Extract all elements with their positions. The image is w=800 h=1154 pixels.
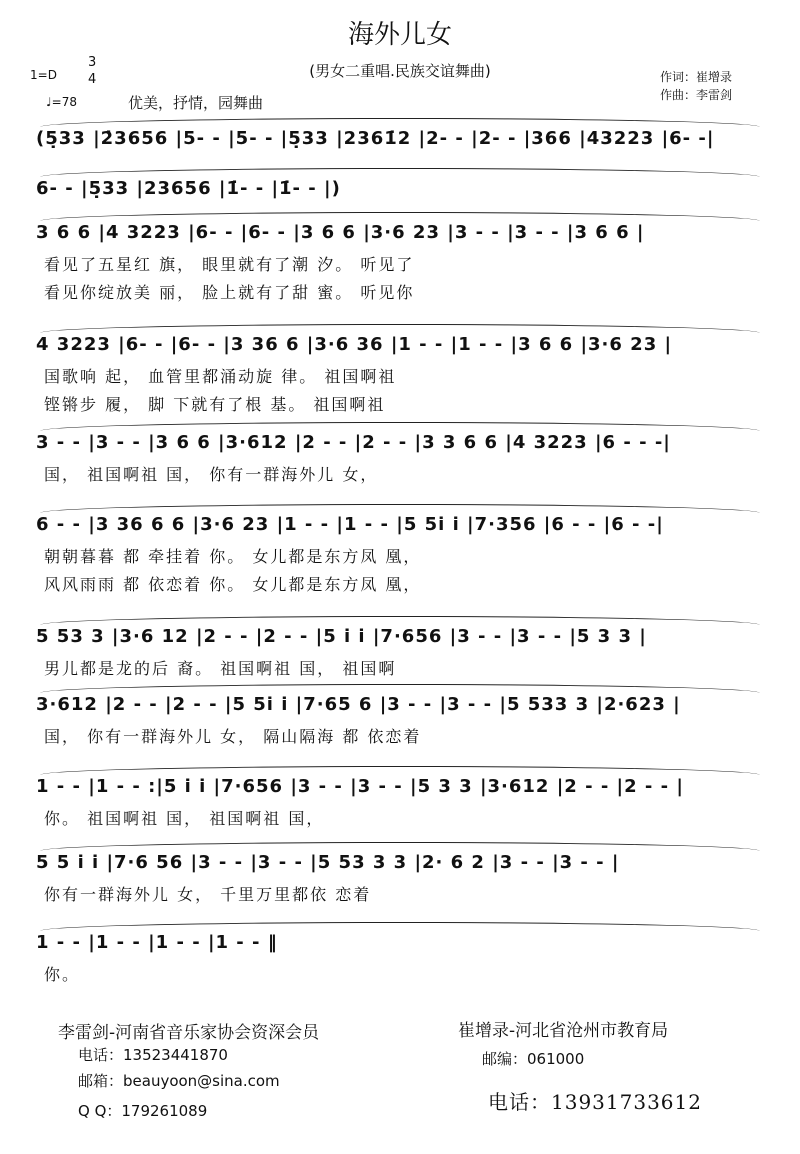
lyric-line: 朝朝暮暮 都 牵挂着 你。 女儿都是东方凤 凰，: [44, 547, 422, 566]
tie-arc: [40, 168, 760, 177]
tie-arc: [40, 842, 760, 851]
lyric-line: 你有一群海外儿 女， 千里万里都依 恋着: [44, 885, 372, 904]
lyric-line: 你。 祖国啊祖 国， 祖国啊祖 国，: [44, 809, 325, 828]
lyric-line: 男儿都是龙的后 裔。 祖国啊祖 国， 祖国啊: [44, 659, 397, 678]
lyricist: 作词：崔增录: [660, 70, 733, 84]
notation-line: 3 6 6 |4 3223 |6‑ ‑ |6‑ ‑ |3 6 6 |3·6 23 |3 ‑ ‑ |3 ‑ ‑ |3 6 6 |: [36, 222, 645, 243]
subtitle: (男女二重唱.民族交谊舞曲): [309, 62, 491, 80]
key-signature: 1=D: [30, 68, 57, 82]
notation-line: 5 53 3 |3·6 12 |2 ‑ ‑ |2 ‑ ‑ |5 i i |7·656 |3 ‑ ‑ |3 ‑ ‑ |5 3 3 |: [36, 626, 647, 647]
notation-line: 6‑ ‑ |5̣33 |23656 |1̇‑ ‑ |1̇‑ ‑ |): [36, 178, 341, 199]
lyric-line: 铿锵步 履， 脚 下就有了根 基。 祖国啊祖: [44, 395, 386, 414]
lyric-line: 看见你绽放美 丽， 脸上就有了甜 蜜。 听见你: [44, 283, 415, 302]
notation-line: (5̣33 |2̇3656 |5‑ ‑ |5‑ ‑ |5̣33 |2361̇2 |2‑ ‑ |2‑ ‑ |366 |43223 |6‑ ‑|: [36, 128, 715, 149]
mood: 优美，抒情，园舞曲: [128, 94, 264, 112]
composer: 作曲：李雷剑: [660, 88, 733, 102]
time-bottom: 4: [88, 72, 97, 87]
lyric-line: 看见了五星红 旗， 眼里就有了潮 汐。 听见了: [44, 255, 415, 274]
notation-line: 4 3223 |6‑ ‑ |6‑ ‑ |3 36 6 |3·6 36 |1 ‑ ‑ |1 ‑ ‑ |3 6 6 |3·6 23 |: [36, 334, 673, 355]
time-top: 3: [88, 55, 97, 70]
author-left-phone: 电话：13523441870: [78, 1046, 228, 1064]
author-right-zip: 邮编：061000: [482, 1050, 585, 1068]
lyric-line: 你。: [44, 965, 81, 984]
author-right-name: 崔增录-河北省沧州市教育局: [458, 1021, 669, 1041]
title: 海外儿女: [347, 20, 452, 50]
author-left-qq: Q Q：179261089: [78, 1102, 208, 1120]
tie-arc: [40, 324, 760, 333]
lyric-line: 国， 祖国啊祖 国， 你有一群海外儿 女，: [44, 465, 379, 484]
notation-line: 1 ‑ ‑ |1 ‑ ‑ :|5 i i |7·656 |3 ‑ ‑ |3 ‑ ‑ |5 3 3 |3·612 |2 ‑ ‑ |2 ‑ ‑ |: [36, 776, 684, 797]
notation-line: 1 ‑ ‑ |1 ‑ ‑ |1 ‑ ‑ |1 ‑ ‑ ‖: [36, 932, 278, 953]
tie-arc: [40, 922, 760, 931]
tie-arc: [40, 212, 760, 221]
lyric-line: 国歌响 起， 血管里都涌动旋 律。 祖国啊祖: [44, 367, 397, 386]
author-left-name: 李雷剑-河南省音乐家协会资深会员: [58, 1023, 320, 1043]
notation-line: 5 5 i i |7·6 56 |3 ‑ ‑ |3 ‑ ‑ |5 53 3 3 |2· 6 2 |3 ‑ ‑ |3 ‑ ‑ |: [36, 852, 620, 873]
tempo: ♩=78: [46, 95, 77, 109]
tie-arc: [40, 118, 760, 127]
time-signature: [88, 54, 96, 88]
tie-arc: [40, 422, 760, 431]
author-left-email: 邮箱：beauyoon@sina.com: [78, 1072, 280, 1090]
lyric-line: 风风雨雨 都 依恋着 你。 女儿都是东方凤 凰，: [44, 575, 422, 594]
tie-arc: [40, 616, 760, 625]
notation-line: 3·612 |2 ‑ ‑ |2 ‑ ‑ |5 5i i |7·65 6 |3 ‑ ‑ |3 ‑ ‑ |5 533 3 |2·623 |: [36, 694, 681, 715]
tie-arc: [40, 766, 760, 775]
notation-line: 6 ‑ ‑ |3 36 6 6 |3·6 23 |1 ‑ ‑ |1 ‑ ‑ |5 5i i |7·356 |6 ‑ ‑ |6 ‑ ‑|: [36, 514, 664, 535]
author-right-phone: 电话：13931733612: [488, 1090, 702, 1114]
tie-arc: [40, 504, 760, 513]
tie-arc: [40, 684, 760, 693]
lyric-line: 国， 你有一群海外儿 女， 隔山隔海 都 依恋着: [44, 727, 422, 746]
notation-line: 3 ‑ ‑ |3 ‑ ‑ |3 6 6 |3·612 |2 ‑ ‑ |2 ‑ ‑ |3 3 6 6 |4 3223 |6 ‑ ‑ ‑|: [36, 432, 671, 453]
